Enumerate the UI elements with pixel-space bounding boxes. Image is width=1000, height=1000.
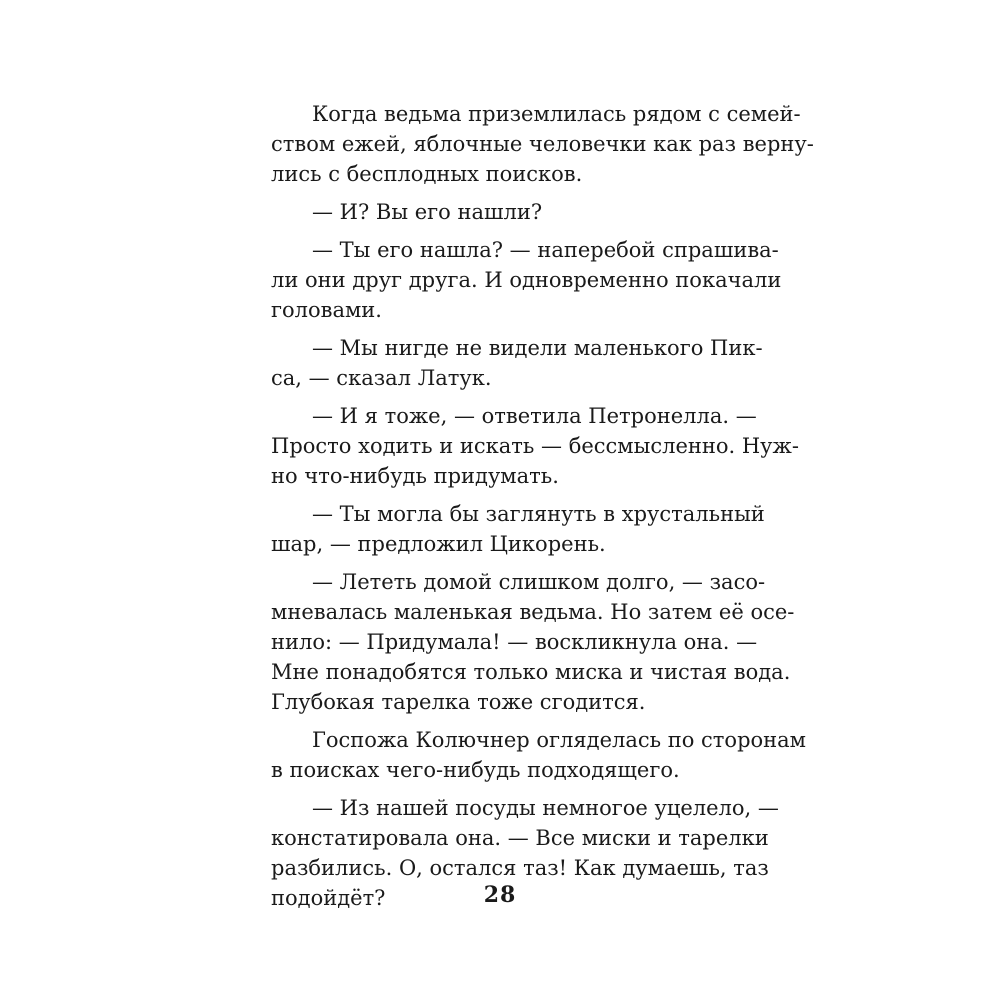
text-line: нило: — Придумала! — воскликнула она. —: [271, 630, 758, 654]
text-line: шар, — предложил Цикорень.: [271, 532, 606, 556]
paragraph-gap: [271, 227, 728, 235]
text-line: разбились. О, остался таз! Как думаешь, таз: [271, 856, 769, 880]
text-line: констатировала она. — Все миски и тарелки: [271, 826, 769, 850]
paragraph-gap: [271, 559, 728, 567]
text-line: — Ты его нашла? — наперебой спрашива-: [312, 238, 779, 262]
text-line: — Мы нигде не видели маленького Пик-: [312, 336, 763, 360]
text-line: мневалась маленькая ведьма. Но затем её осе-: [271, 600, 795, 624]
text-line: — Из нашей посуды немногое уцелело, —: [312, 796, 779, 820]
paragraph-gap: [271, 189, 728, 197]
page-number: 28: [483, 882, 517, 908]
text-line: Глубокая тарелка тоже сгодится.: [271, 690, 646, 714]
text-line: — И? Вы его нашли?: [312, 200, 543, 224]
text-line: ли они друг друга. И одновременно покачали: [271, 268, 782, 292]
paragraph: [271, 99, 814, 189]
text-line: ством ежей, яблочные человечки как раз верну-: [271, 132, 814, 156]
body-text: [271, 99, 814, 913]
paragraph-gap: [271, 717, 728, 725]
text-line: но что-нибудь придумать.: [271, 464, 559, 488]
text-line: — Ты могла бы заглянуть в хрустальный: [312, 502, 765, 526]
text-line: Когда ведьма приземлилась рядом с семей-: [312, 102, 801, 126]
text-line: — И я тоже, — ответила Петронелла. —: [312, 404, 757, 428]
text-line: подойдёт?: [271, 886, 386, 910]
paragraph: [271, 499, 765, 559]
text-line: — Лететь домой слишком долго, — засо-: [312, 570, 766, 594]
paragraph-gap: [271, 785, 728, 793]
text-line: лись с бесплодных поисков.: [271, 162, 583, 186]
text-line: Просто ходить и искать — бессмысленно. Нуж-: [271, 434, 799, 458]
paragraph: [271, 235, 782, 325]
paragraph-gap: [271, 325, 728, 333]
paragraph: [271, 197, 728, 227]
text-line: в поисках чего-нибудь подходящего.: [271, 758, 680, 782]
paragraph: [271, 725, 807, 785]
paragraph: [271, 567, 795, 717]
paragraph-gap: [271, 491, 728, 499]
text-line: Мне понадобятся только миска и чистая вода.: [271, 660, 791, 684]
paragraph: [271, 333, 763, 393]
text-line: головами.: [271, 298, 382, 322]
paragraph: [271, 401, 799, 491]
paragraph-gap: [271, 393, 728, 401]
text-line: са, — сказал Латук.: [271, 366, 492, 390]
text-line: Госпожа Колючнер огляделась по сторонам: [312, 728, 807, 752]
